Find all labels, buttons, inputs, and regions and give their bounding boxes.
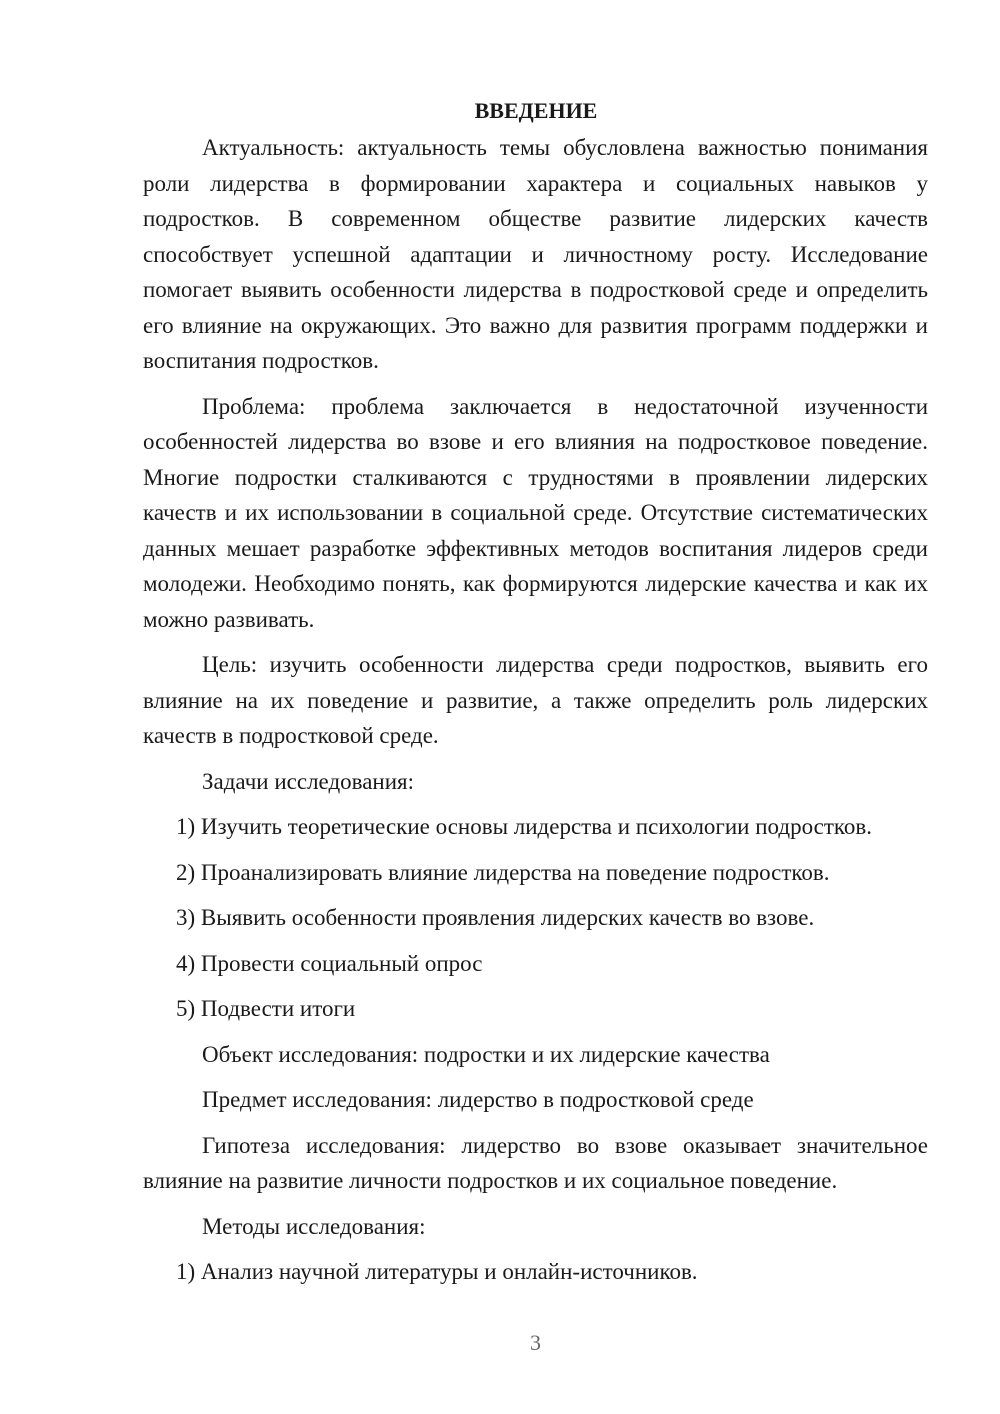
method-item: 1) Анализ научной литературы и онлайн-источников. (176, 1259, 698, 1284)
section-heading: ВВЕДЕНИЕ (474, 98, 598, 123)
hypothesis-paragraph: Гипотеза исследования: лидерство во взове оказывает значительное влияние на развитие личности подростков и их социальное поведение. (143, 1132, 928, 1193)
problem-paragraph: Проблема: проблема заключается в недостаточной изученности особенностей лидерства во взове и его влияния на подростковое поведение. Многие подростки сталкиваются с трудностями в проявлении лидерских качеств и их использовании в социальной среде. Отсутствие систематических данных мешает разработке эффективных методов воспитания лидеров среди молодежи. Необходимо понять, как формируются лидерские качества и как их можно развивать. (143, 393, 928, 632)
research-object: Объект исследования: подростки и их лидерские качества (202, 1041, 770, 1067)
task-item: 5) Подвести итоги (176, 996, 356, 1021)
task-item: 2) Проанализировать влияние лидерства на поведение подростков. (176, 859, 830, 885)
page-content (143, 93, 928, 1300)
page-number: 3 (530, 1330, 541, 1355)
research-subject: Предмет исследования: лидерство в подростковой среде (202, 1087, 754, 1112)
methods-heading: Методы исследования: (202, 1213, 426, 1239)
task-item: 3) Выявить особенности проявления лидерских качеств во взове. (176, 905, 815, 930)
task-item: 4) Провести социальный опрос (176, 950, 483, 976)
tasks-heading: Задачи исследования: (202, 768, 415, 794)
goal-paragraph: Цель: изучить особенности лидерства среди подростков, выявить его влияние на их поведение и развитие, а также определить роль лидерских качеств в подростковой среде. (143, 652, 928, 748)
relevance-paragraph: Актуальность: актуальность темы обусловлена важностью понимания роли лидерства в формировании характера и социальных навыков у подростков. В современном обществе развитие лидерских качеств способствует успешной адаптации и личностному росту. Исследование помогает выявить особенности лидерства в подростковой среде и определить его влияние на окружающих. Это важно для развития программ поддержки и воспитания подростков. (143, 135, 928, 373)
task-item: 1) Изучить теоретические основы лидерства и психологии подростков. (176, 814, 873, 839)
